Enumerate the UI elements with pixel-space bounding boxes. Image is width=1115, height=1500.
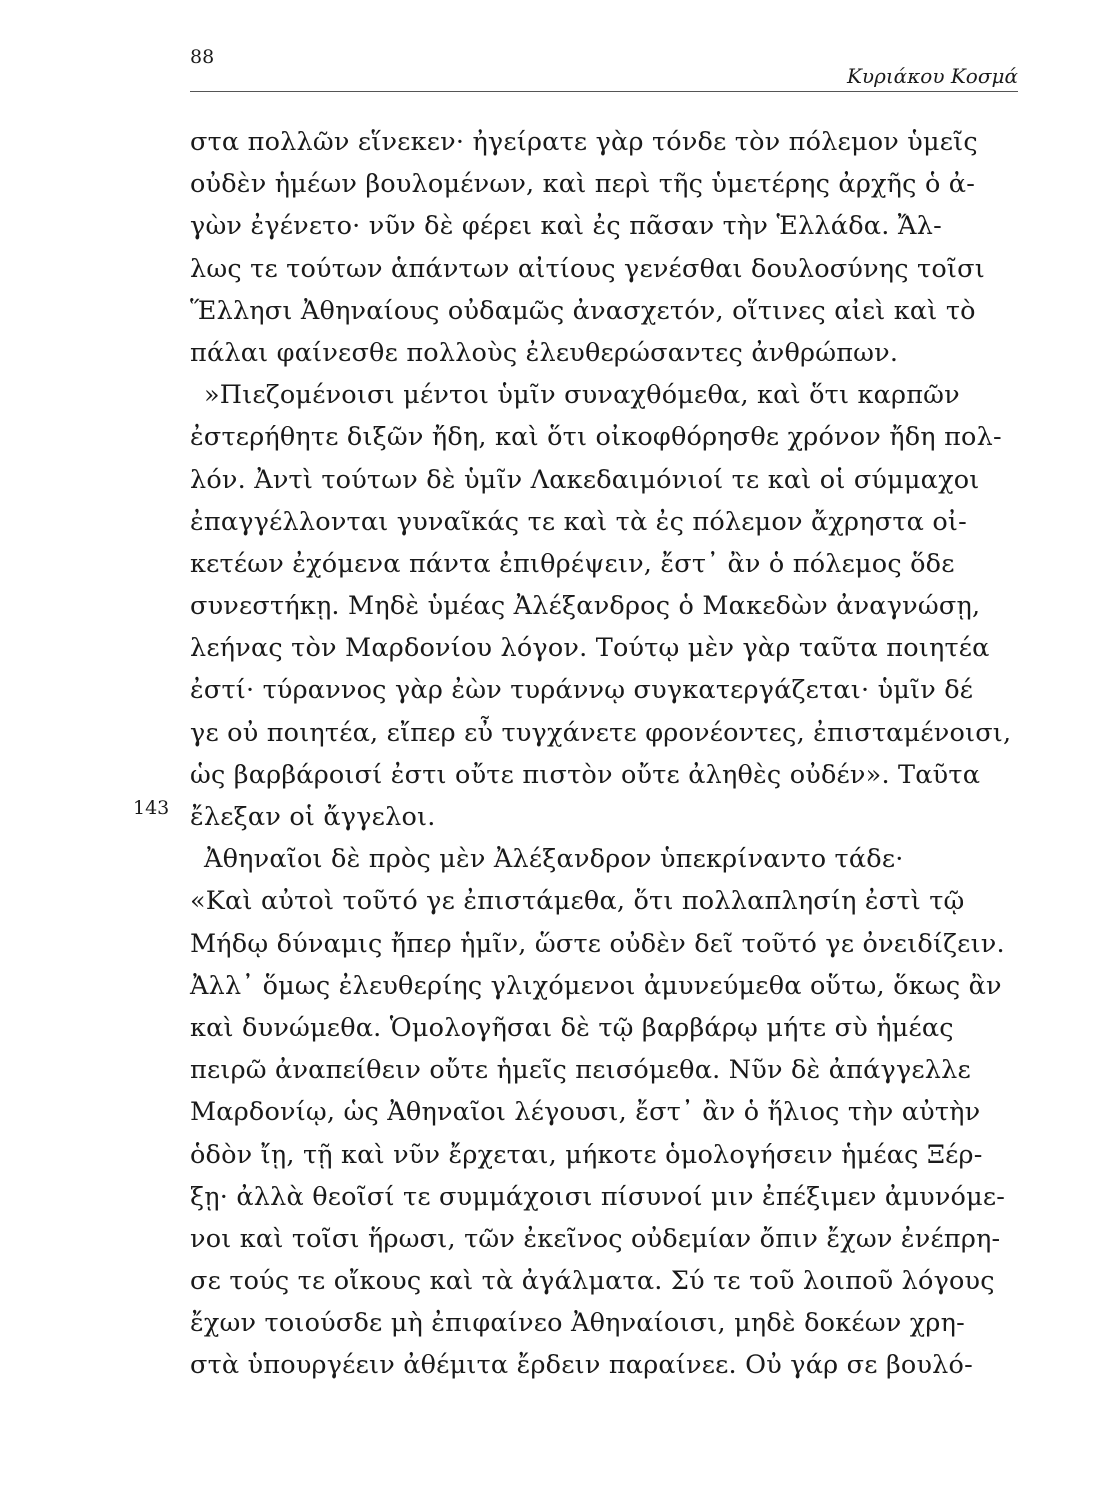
text-line: συνεστήκῃ. Μηδὲ ὑμέας Ἀλέξανδρος ὁ Μακεδὼν ἀναγνώσῃ, (190, 591, 981, 622)
text-line: »Πιεζομένοισι μέντοι ὑμῖν συναχθόμεθα, καὶ ὅτι καρπῶν (204, 380, 960, 411)
page-header (190, 44, 1018, 94)
text-line: στα πολλῶν εἵνεκεν· ἠγείρατε γὰρ τόνδε τὸν πόλεμον ὑμεῖς (190, 127, 978, 157)
text-line: νοι καὶ τοῖσι ἥρωσι, τῶν ἐκεῖνος οὐδεμίαν ὄπιν ἔχων ἐνέπρη- (190, 1223, 1001, 1254)
text-line: Μήδῳ δύναμις ἤπερ ἡμῖν, ὥστε οὐδὲν δεῖ τοῦτό γε ὀνειδίζειν. (190, 928, 1005, 959)
section-number: 143 (133, 797, 170, 819)
text-line: κετέων ἐχόμενα πάντα ἐπιθρέψειν, ἔστ᾽ ἂν ὁ πόλεμος ὅδε (190, 548, 955, 579)
text-line: ὡς βαρβάροισί ἐστι οὔτε πιστὸν οὔτε ἀληθὲς οὐδέν». Ταῦτα (190, 759, 981, 790)
text-line: ἐστερήθητε διξῶν ἤδη, καὶ ὅτι οἰκοφθόρησθε χρόνον ἤδη πολ- (190, 422, 1002, 453)
text-line: λεήνας τὸν Μαρδονίου λόγον. Τούτῳ μὲν γὰρ ταῦτα ποιητέα (190, 633, 990, 664)
body-text (190, 121, 1018, 1387)
text-line: ἐστί· τύραννος γὰρ ἐὼν τυράννῳ συγκατεργάζεται· ὑμῖν δέ (190, 675, 974, 706)
text-line: Ἀλλ᾽ ὅμως ἐλευθερίης γλιχόμενοι ἀμυνεύμεθα οὕτω, ὅκως ἂν (190, 970, 1002, 1001)
text-line: λόν. Ἀντὶ τούτων δὲ ὑμῖν Λακεδαιμόνιοί τε καὶ οἱ σύμμαχοι (190, 464, 980, 495)
text-line: Ἕλλησι Ἀθηναίους οὐδαμῶς ἀνασχετόν, οἵτινες αἰεὶ καὶ τὸ (190, 295, 976, 326)
header-rule (190, 91, 1018, 92)
text-line: στὰ ὑπουργέειν ἀθέμιτα ἔρδειν παραίνεε. Οὐ γάρ σε βουλό- (190, 1350, 973, 1381)
text-line: ἔλεξαν οἱ ἄγγελοι. (190, 802, 436, 832)
text-line: Μαρδονίῳ, ὡς Ἀθηναῖοι λέγουσι, ἔστ᾽ ἂν ὁ ἥλιος τὴν αὐτὴν (190, 1097, 981, 1128)
text-line: «Καὶ αὐτοὶ τοῦτό γε ἐπιστάμεθα, ὅτι πολλαπλησίη ἐστὶ τῷ (190, 886, 965, 917)
text-line: ξῃ· ἀλλὰ θεοῖσί τε συμμάχοισι πίσυνοί μιν ἐπέξιμεν ἀμυνόμε- (190, 1181, 1006, 1212)
text-line: Ἀθηναῖοι δὲ πρὸς μὲν Ἀλέξανδρον ὑπεκρίναντο τάδε· (204, 844, 904, 875)
text-line: πειρῶ ἀναπείθειν οὔτε ἡμεῖς πεισόμεθα. Νῦν δὲ ἀπάγγελλε (190, 1055, 971, 1086)
text-line: ὁδὸν ἴῃ, τῇ καὶ νῦν ἔρχεται, μήκοτε ὁμολογήσειν ἡμέας Ξέρ- (190, 1139, 983, 1170)
text-line: καὶ δυνώμεθα. Ὁμολογῆσαι δὲ τῷ βαρβάρῳ μήτε σὺ ἡμέας (190, 1012, 954, 1043)
text-line: λως τε τούτων ἁπάντων αἰτίους γενέσθαι δουλοσύνης τοῖσι (190, 253, 985, 284)
text-line: ἐπαγγέλλονται γυναῖκάς τε καὶ τὰ ἐς πόλεμον ἄχρηστα οἰ- (190, 506, 967, 537)
running-head: Κυριάκου Κοσμά (846, 64, 1018, 88)
text-line: οὐδὲν ἡμέων βουλομένων, καὶ περὶ τῆς ὑμετέρης ἀρχῆς ὁ ἀ- (190, 169, 976, 200)
text-line: γὼν ἐγένετο· νῦν δὲ φέρει καὶ ἐς πᾶσαν τὴν Ἑλλάδα. Ἄλ- (190, 211, 942, 242)
page-number: 88 (190, 46, 215, 68)
text-line: πάλαι φαίνεσθε πολλοὺς ἐλευθερώσαντες ἀνθρώπων. (190, 337, 899, 368)
text-line: σε τούς τε οἴκους καὶ τὰ ἀγάλματα. Σύ τε τοῦ λοιποῦ λόγους (190, 1266, 995, 1297)
text-line: ἔχων τοιούσδε μὴ ἐπιφαίνεο Ἀθηναίοισι, μηδὲ δοκέων χρη- (190, 1308, 965, 1339)
text-line: γε οὐ ποιητέα, εἴπερ εὖ τυγχάνετε φρονέοντες, ἐπισταμένοισι, (190, 717, 1012, 748)
